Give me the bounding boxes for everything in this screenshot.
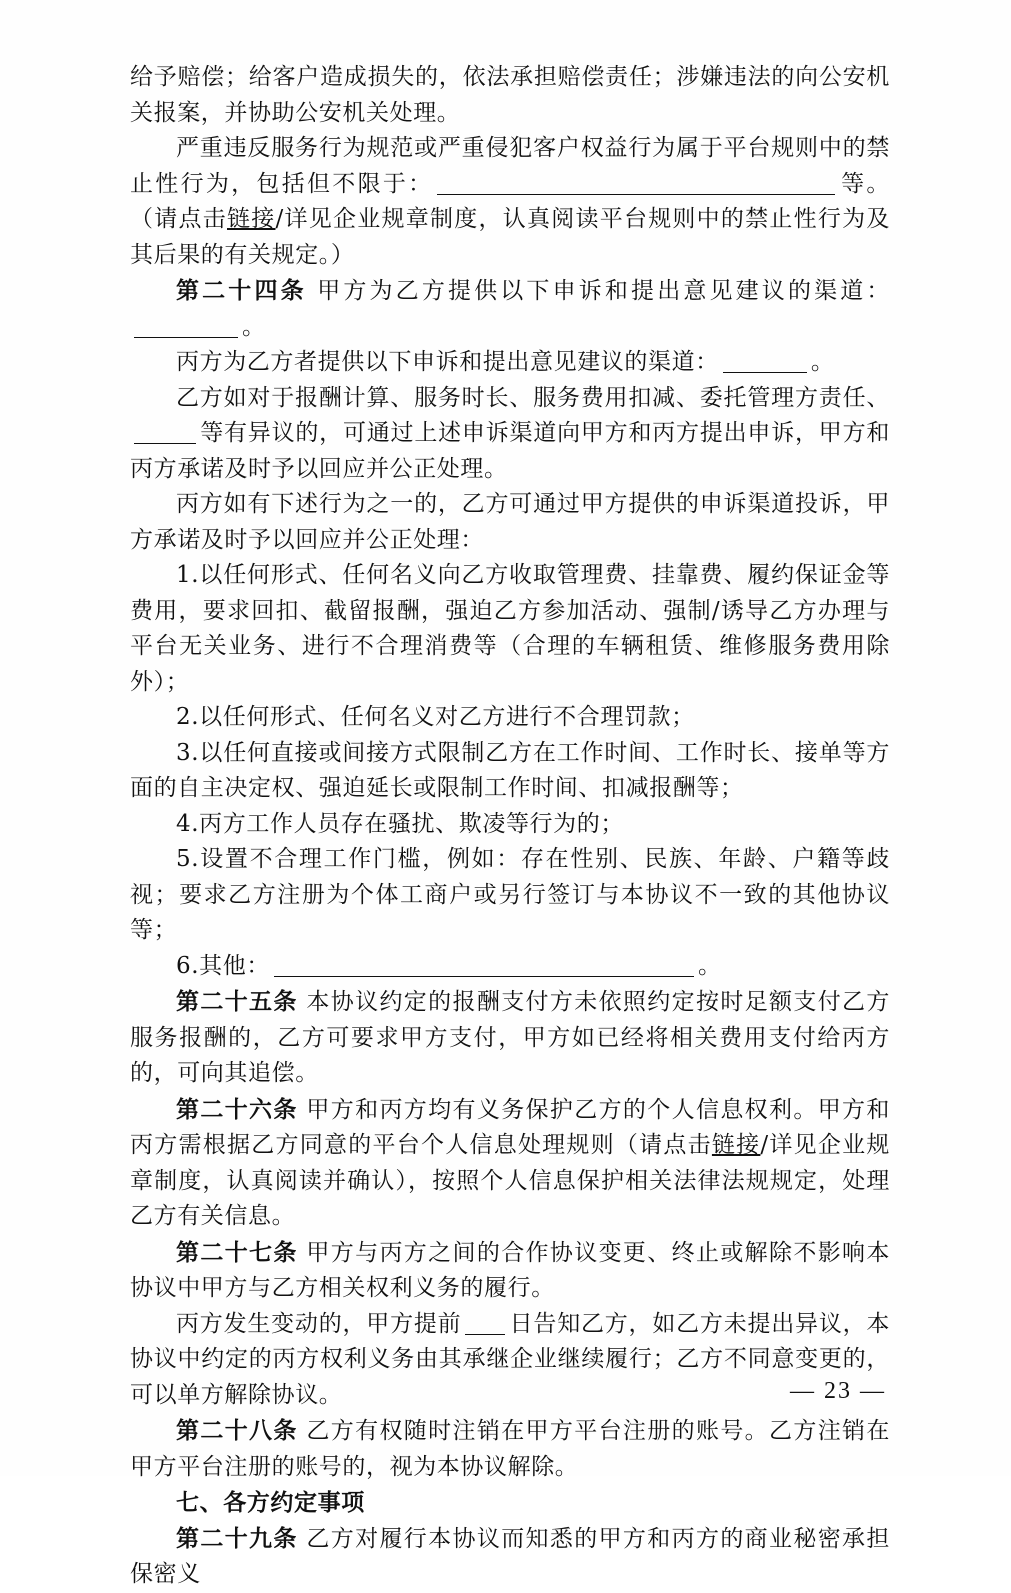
text: 。 [697, 952, 722, 979]
text: 等有异议的，可通过上述申诉渠道向甲方和丙方提出申诉，甲方和丙方承诺及时予以回应并公正处理。 [130, 420, 890, 482]
article-title: 第二十六条 [176, 1095, 298, 1123]
link-text: 链接 [227, 206, 276, 232]
article-25 [130, 984, 890, 1092]
list-item: 3.以任何直接或间接方式限制乙方在工作时间、工作时长、接单等方面的自主决定权、强迫延长或限制工作时间、扣减报酬等； [130, 739, 890, 801]
text: 乙方有权随时注销在甲方平台注册的账号。乙方注销在甲方平台注册的账号的，视为本协议解除。 [130, 1418, 891, 1480]
text: /详见企业规章制度，认真阅读平台规则中的禁止性行为及其后果的有关规定。） [130, 206, 891, 268]
text: 本协议约定的报酬支付方未依照约定按时足额支付乙方服务报酬的，乙方可要求甲方支付，甲方如已经将相关费用支付给丙方的，可向其追偿。 [130, 989, 891, 1086]
article-24 [130, 273, 890, 345]
section-heading: 七、各方约定事项 [176, 1489, 365, 1516]
fill-blank [274, 954, 694, 977]
article-title: 第二十七条 [176, 1238, 298, 1266]
article-29 [130, 1521, 890, 1593]
text: 甲方与丙方之间的合作协议变更、终止或解除不影响本协议中甲方与乙方相关权利义务的履行。 [130, 1239, 891, 1301]
fill-blank [437, 172, 835, 195]
paragraph [130, 345, 890, 381]
article-title: 第二十九条 [176, 1524, 298, 1552]
article-title: 第二十八条 [176, 1417, 298, 1444]
text: 丙方为乙方者提供以下申诉和提出意见建议的渠道： [176, 349, 719, 375]
article-27 [130, 1235, 890, 1307]
text: 。 [810, 349, 835, 375]
text: /详见企业规章制度，认真阅读并确认），按照个人信息保护相关法律法规规定，处理乙方有关信息。 [130, 1132, 891, 1229]
paragraph [130, 131, 890, 273]
text: 6.其他： [176, 952, 270, 979]
text: 严重违反服务行为规范或严重侵犯客户权益行为属于平台规则中的禁止性行为，包括但不限于： [130, 135, 890, 197]
fill-blank [134, 421, 196, 444]
text: 等。（请点击 [130, 170, 891, 232]
text: 丙方发生变动的，甲方提前 [176, 1310, 462, 1337]
text: 乙方对履行本协议而知悉的甲方和丙方的商业秘密承担保密义 [130, 1525, 891, 1587]
list-item: 2.以任何形式、任何名义对乙方进行不合理罚款； [176, 704, 695, 730]
link-text: 链接 [711, 1132, 761, 1158]
article-26 [130, 1092, 890, 1235]
paragraph: 给予赔偿；给客户造成损失的，依法承担赔偿责任；涉嫌违法的向公安机关报案，并协助公安机关处理。 [130, 64, 890, 126]
article-title: 第二十四条 [176, 277, 307, 304]
paragraph: 丙方如有下述行为之一的，乙方可通过甲方提供的申诉渠道投诉，甲方承诺及时予以回应并公正处理： [130, 491, 890, 553]
fill-blank [134, 315, 238, 338]
text: 。 [242, 313, 266, 340]
fill-blank [465, 1312, 505, 1335]
fill-blank [723, 350, 807, 373]
list-item: 4.丙方工作人员存在骚扰、欺凌等行为的； [176, 810, 624, 837]
paragraph [130, 381, 890, 488]
page-number: — 23 — [790, 1378, 886, 1404]
paragraph [130, 1307, 890, 1414]
text: 甲方为乙方提供以下申诉和提出意见建议的渠道： [306, 278, 890, 304]
article-title: 第二十五条 [176, 988, 298, 1015]
list-item [130, 949, 890, 985]
document-body [130, 60, 890, 1593]
list-item: 5.设置不合理工作门槛，例如：存在性别、民族、年龄、户籍等歧视；要求乙方注册为个体工商户或另行签订与本协议不一致的其他协议等； [130, 846, 890, 943]
text: 乙方如对于报酬计算、服务时长、服务费用扣减、委托管理方责任、 [176, 384, 890, 411]
article-28 [130, 1413, 890, 1485]
list-item: 1.以任何形式、任何名义向乙方收取管理费、挂靠费、履约保证金等费用，要求回扣、截留报酬，强迫乙方参加活动、强制/诱导乙方办理与平台无关业务、进行不合理消费等（合理的车辆租赁、维修服务费用除外）； [130, 562, 890, 695]
text: 日告知乙方，如乙方未提出异议，本协议中约定的丙方权利义务由其承继企业继续履行；乙方不同意变更的，可以单方解除协议。 [130, 1310, 891, 1408]
text: 甲方和丙方均有义务保护乙方的个人信息权利。甲方和丙方需根据乙方同意的平台个人信息处理规则（请点击 [130, 1096, 891, 1158]
